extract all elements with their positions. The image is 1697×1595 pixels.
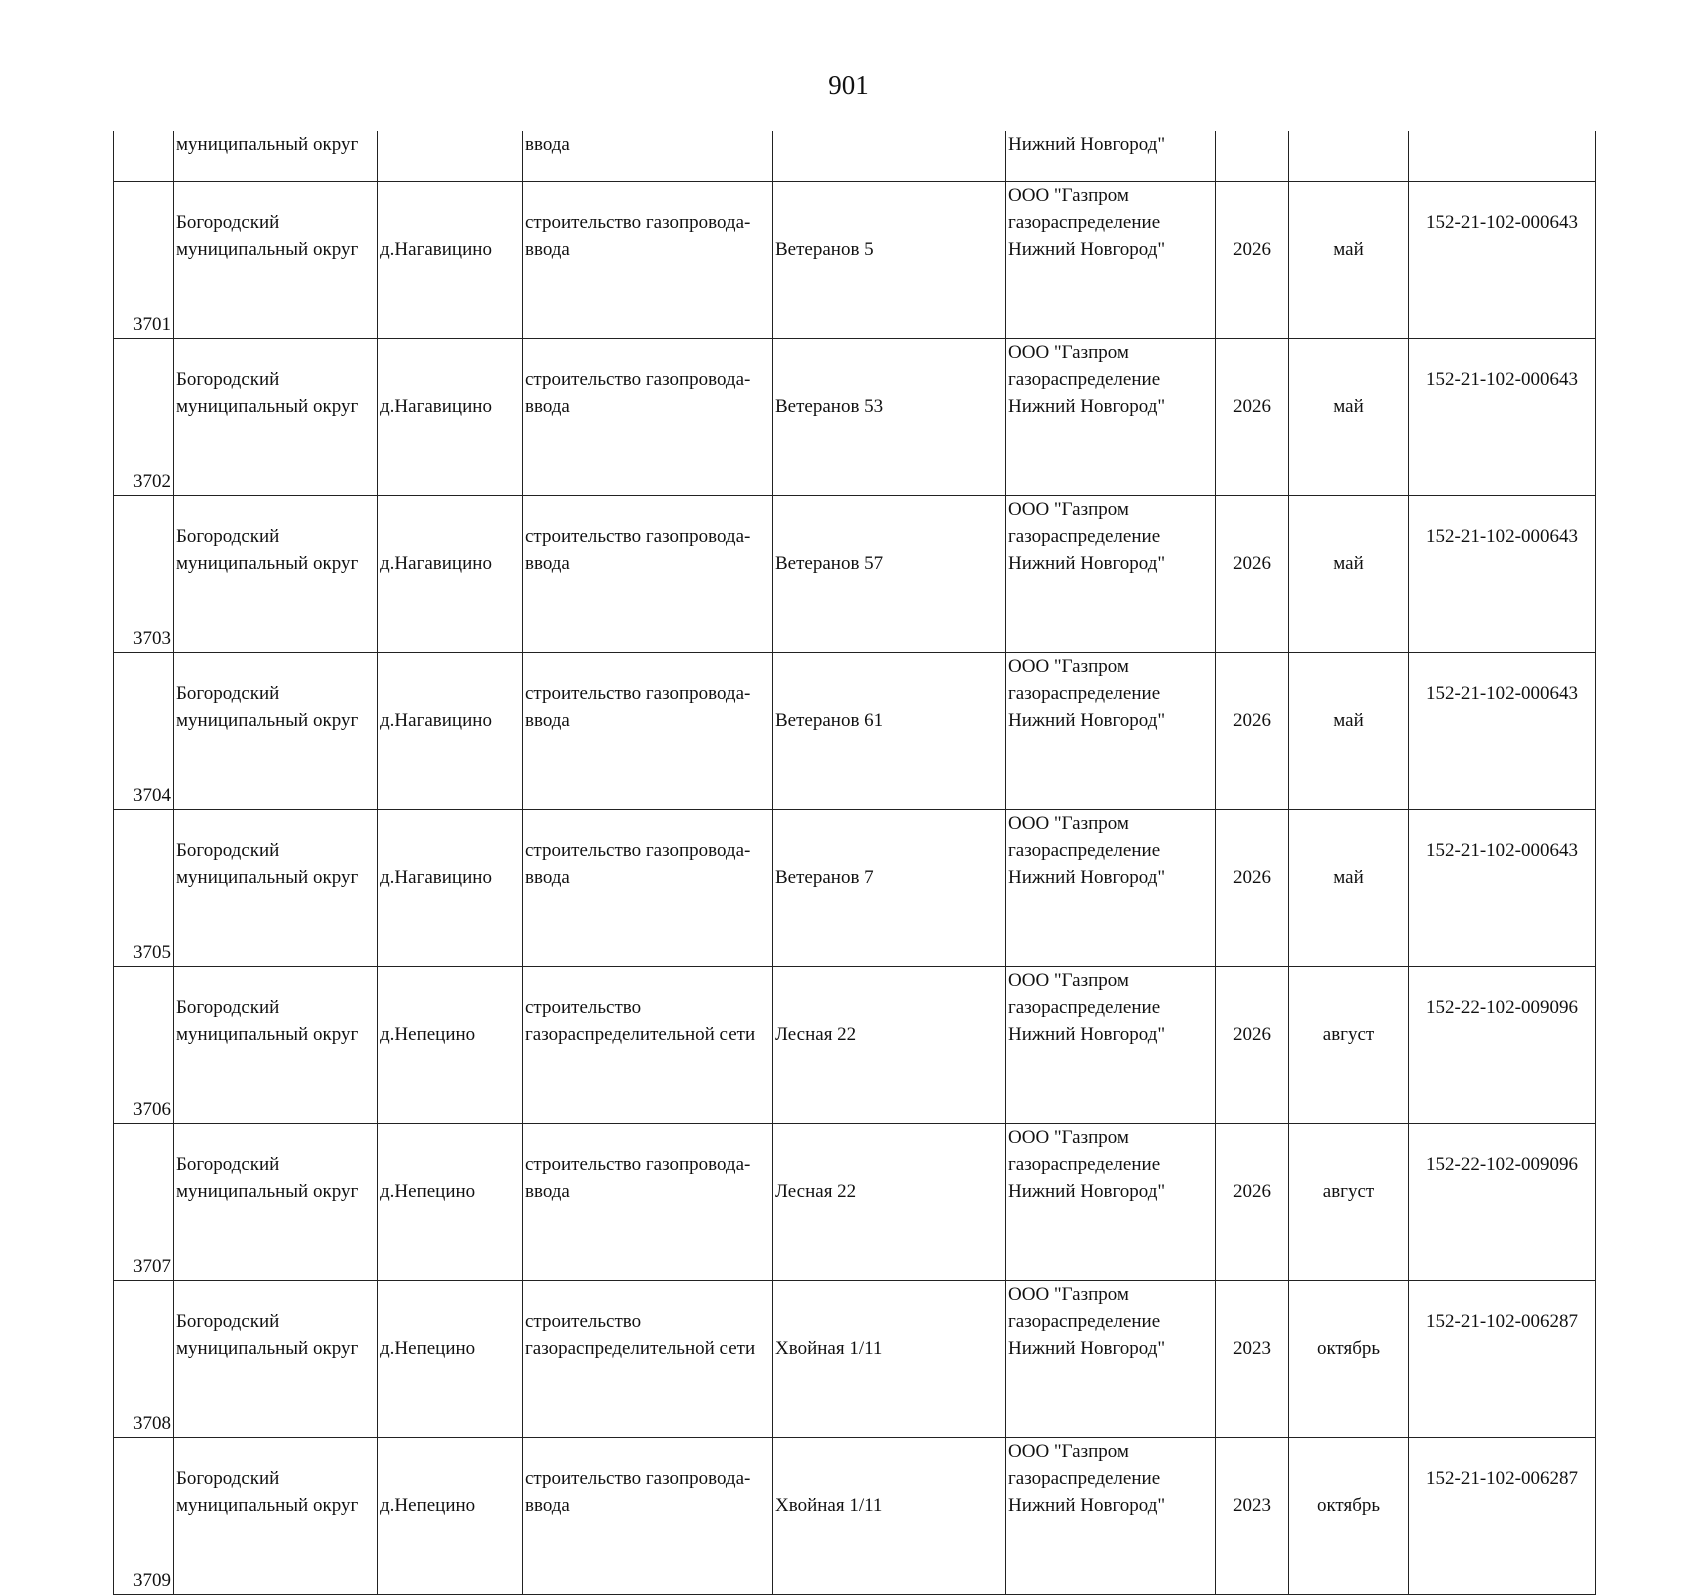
- cell-org: ООО "Газпром газораспределение Нижний Новгород": [1006, 182, 1216, 339]
- cell-village: д.Непецино: [378, 1438, 523, 1595]
- gasification-table: [113, 131, 1596, 1595]
- cell-district: муниципальный округ: [174, 131, 378, 182]
- cell-address: Хвойная 1/11: [773, 1438, 1006, 1595]
- table-row: [114, 496, 1596, 653]
- cell-district: Богородский муниципальный округ: [174, 1438, 378, 1595]
- cell-work: строительство газораспределительной сети: [523, 967, 773, 1124]
- cell-org: ООО "Газпром газораспределение Нижний Новгород": [1006, 496, 1216, 653]
- cell-address: Ветеранов 7: [773, 810, 1006, 967]
- cell-work: ввода: [523, 131, 773, 182]
- cell-org: ООО "Газпром газораспределение Нижний Новгород": [1006, 967, 1216, 1124]
- cell-work: строительство газораспределительной сети: [523, 1281, 773, 1438]
- cell-code: 152-21-102-000643: [1409, 496, 1596, 653]
- cell-address: Ветеранов 5: [773, 182, 1006, 339]
- cell-num: 3705: [114, 810, 174, 967]
- cell-code: 152-21-102-000643: [1409, 810, 1596, 967]
- cell-year: 2023: [1216, 1281, 1289, 1438]
- page-number: 901: [828, 70, 869, 100]
- cell-num: 3701: [114, 182, 174, 339]
- cell-village: [378, 131, 523, 182]
- cell-address: Хвойная 1/11: [773, 1281, 1006, 1438]
- cell-village: д.Нагавицино: [378, 810, 523, 967]
- cell-address: Ветеранов 61: [773, 653, 1006, 810]
- cell-work: строительство газопровода- ввода: [523, 1124, 773, 1281]
- cell-month: [1289, 131, 1409, 182]
- cell-year: [1216, 131, 1289, 182]
- table-row: [114, 1124, 1596, 1281]
- cell-district: Богородский муниципальный округ: [174, 1281, 378, 1438]
- cell-address: Ветеранов 53: [773, 339, 1006, 496]
- cell-month: октябрь: [1289, 1281, 1409, 1438]
- cell-org: ООО "Газпром газораспределение Нижний Новгород": [1006, 1124, 1216, 1281]
- cell-num: [114, 131, 174, 182]
- table-row: [114, 1281, 1596, 1438]
- cell-district: Богородский муниципальный округ: [174, 496, 378, 653]
- cell-work: строительство газопровода- ввода: [523, 339, 773, 496]
- cell-month: август: [1289, 1124, 1409, 1281]
- cell-year: 2026: [1216, 182, 1289, 339]
- table-row: [114, 810, 1596, 967]
- cell-num: 3707: [114, 1124, 174, 1281]
- cell-org: ООО "Газпром газораспределение Нижний Новгород": [1006, 810, 1216, 967]
- cell-district: Богородский муниципальный округ: [174, 1124, 378, 1281]
- table-row: [114, 967, 1596, 1124]
- cell-year: 2026: [1216, 496, 1289, 653]
- cell-num: 3702: [114, 339, 174, 496]
- cell-district: Богородский муниципальный округ: [174, 182, 378, 339]
- cell-code: 152-21-102-006287: [1409, 1438, 1596, 1595]
- cell-month: октябрь: [1289, 1438, 1409, 1595]
- cell-year: 2023: [1216, 1438, 1289, 1595]
- cell-year: 2026: [1216, 339, 1289, 496]
- cell-address: [773, 131, 1006, 182]
- cell-work: строительство газопровода- ввода: [523, 810, 773, 967]
- cell-org: Нижний Новгород": [1006, 131, 1216, 182]
- cell-month: август: [1289, 967, 1409, 1124]
- cell-district: Богородский муниципальный округ: [174, 653, 378, 810]
- cell-work: строительство газопровода- ввода: [523, 182, 773, 339]
- continued-row: [114, 131, 1596, 182]
- cell-month: май: [1289, 653, 1409, 810]
- cell-village: д.Непецино: [378, 1124, 523, 1281]
- cell-org: ООО "Газпром газораспределение Нижний Новгород": [1006, 653, 1216, 810]
- cell-village: д.Нагавицино: [378, 339, 523, 496]
- cell-village: д.Нагавицино: [378, 496, 523, 653]
- cell-work: строительство газопровода- ввода: [523, 496, 773, 653]
- cell-village: д.Нагавицино: [378, 653, 523, 810]
- table-row: [114, 182, 1596, 339]
- cell-village: д.Непецино: [378, 1281, 523, 1438]
- cell-code: 152-21-102-000643: [1409, 182, 1596, 339]
- cell-org: ООО "Газпром газораспределение Нижний Новгород": [1006, 1281, 1216, 1438]
- table-row: [114, 339, 1596, 496]
- cell-month: май: [1289, 496, 1409, 653]
- cell-num: 3706: [114, 967, 174, 1124]
- cell-district: Богородский муниципальный округ: [174, 810, 378, 967]
- table-row: [114, 653, 1596, 810]
- cell-address: Лесная 22: [773, 967, 1006, 1124]
- cell-code: 152-21-102-000643: [1409, 339, 1596, 496]
- cell-code: 152-22-102-009096: [1409, 967, 1596, 1124]
- cell-code: [1409, 131, 1596, 182]
- cell-num: 3704: [114, 653, 174, 810]
- cell-num: 3703: [114, 496, 174, 653]
- cell-code: 152-21-102-000643: [1409, 653, 1596, 810]
- cell-district: Богородский муниципальный округ: [174, 967, 378, 1124]
- cell-org: ООО "Газпром газораспределение Нижний Новгород": [1006, 339, 1216, 496]
- cell-month: май: [1289, 339, 1409, 496]
- cell-num: 3708: [114, 1281, 174, 1438]
- cell-year: 2026: [1216, 653, 1289, 810]
- cell-work: строительство газопровода- ввода: [523, 653, 773, 810]
- cell-address: Лесная 22: [773, 1124, 1006, 1281]
- cell-month: май: [1289, 182, 1409, 339]
- cell-village: д.Непецино: [378, 967, 523, 1124]
- cell-year: 2026: [1216, 967, 1289, 1124]
- cell-num: 3709: [114, 1438, 174, 1595]
- cell-org: ООО "Газпром газораспределение Нижний Новгород": [1006, 1438, 1216, 1595]
- cell-address: Ветеранов 57: [773, 496, 1006, 653]
- cell-village: д.Нагавицино: [378, 182, 523, 339]
- table-row: [114, 1438, 1596, 1595]
- cell-code: 152-21-102-006287: [1409, 1281, 1596, 1438]
- cell-work: строительство газопровода- ввода: [523, 1438, 773, 1595]
- cell-district: Богородский муниципальный округ: [174, 339, 378, 496]
- cell-code: 152-22-102-009096: [1409, 1124, 1596, 1281]
- cell-year: 2026: [1216, 810, 1289, 967]
- cell-year: 2026: [1216, 1124, 1289, 1281]
- cell-month: май: [1289, 810, 1409, 967]
